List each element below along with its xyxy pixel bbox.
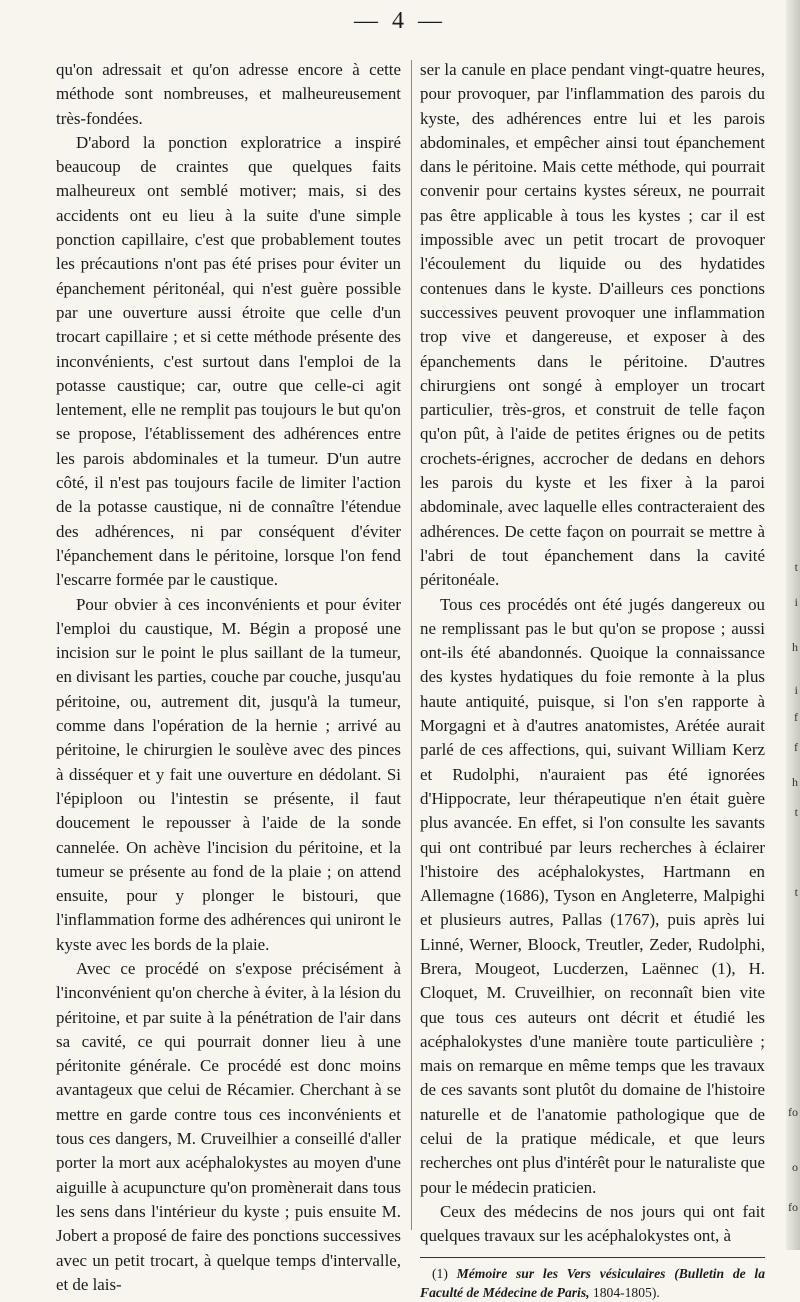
left-column [56,58,401,1297]
margin-fragment: t [794,560,798,574]
left-paragraph-4: Avec ce procédé on s'expose précisément à l'inconvénient qu'on cherche à éviter, à la lésion du péritoine, et par suite à la pénétration de l'air dans sa cavité, ce qui pourrait donner lieu à une péritonite générale. Ce procédé est donc moins avantageux que celui de Récamier. Cherchant à se mettre en garde contre tous ces inconvénients et tous ces dangers, M. Cruveilhier a conseillé d'aller porter la mort aux acéphalokystes au moyen d'une aiguille à acupuncture qu'on promènerait dans tous les sens dans l'intérieur du kyste ; puis ensuite M. Jobert a proposé de faire des ponctions successives avec un petit trocart, à quelque temps d'intervalle, et de lais- [56,958,401,1294]
margin-fragment: t [794,885,798,899]
margin-fragment: f [794,740,798,754]
margin-fragment: fo [788,1105,798,1119]
margin-fragment: h [792,775,798,789]
footnote-years: 1804-1805). [592,1284,660,1300]
margin-fragment: h [792,640,798,654]
margin-fragment: t [794,805,798,819]
left-paragraph-2: D'abord la ponction exploratrice a inspiré beaucoup de craintes que quelques faits malheureux ont semblé motiver; mais, si des accidents ont eu lieu à la suite d'une simple ponction capillaire, c'est que probablement toutes les précautions n'ont pas été prises pour éviter un épanchement péritonéal, qui n'est guère possible par une ouverture aussi étroite que celle d'un trocart capillaire ; et si cette méthode présente des inconvénients, c'est surtout dans l'emploi de la potasse caustique; car, outre que celle-ci agit lentement, elle ne remplit pas toujours le but qu'on se propose, l'établissement des adhérences entre les parois abdominales et la tumeur. D'un autre côté, il n'est pas toujours facile de limiter l'action de la potasse caustique, ni de connaître l'étendue des adhérences, ni par conséquent d'éviter l'épanchement dans le péritoine, lorsque l'on fend l'escarre formée par le caustique. [56,132,401,590]
right-paragraph-1: ser la canule en place pendant vingt-quatre heures, pour provoquer, par l'inflammation des parois du kyste, des adhérences entre lui et les parois abdominales, et empêcher ainsi tout épanchement dans le péritoine. Mais cette méthode, qui pourrait convenir pour certains kystes séreux, ne pourrait pas être applicable à tous les kystes ; car il est impossible avec un petit trocart de provoquer l'écoulement du liquide ou des hydatides contenues dans le kyste. D'ailleurs ces ponctions successives peuvent provoquer une inflammation trop vive et dangereuse, et exposer à des épanchements dans le péritoine. D'autres chirurgiens ont songé à employer un trocart particulier, très-gros, et construit de telle façon qu'on pût, à l'aide de petites érignes ou de petits crochets-érignes, accrocher de dedans en dehors les parois du kyste et les fixer à la paroi abdominale, avec laquelle elles contracteraient des adhérences. De cette façon on pourrait se mettre à l'abri de tout épanchement dans la cavité péritonéale. [420,60,765,590]
margin-fragment: o [792,1160,798,1174]
left-paragraph-3: Pour obvier à ces inconvénients et pour éviter l'emploi du caustique, M. Bégin a proposé une incision sur le point le plus saillant de la tumeur, en divisant les parties, couche par couche, jusqu'au péritoine, ou, autrement dit, jusqu'à la tumeur, comme dans l'opération de la hernie ; arrivé au péritoine, le chirurgien le soulève avec des pinces à disséquer et y fait une ouverture en dédolant. Si l'épiploon ou l'intestin se présente, il faut doucement le repousser à l'aide de la sonde cannelée. On achève l'incision du péritoine, et la tumeur se présente au fond de la plaie ; on attend ensuite, pour y plonger le bistouri, que l'inflammation forme des adhérences qui uniront le kyste avec les bords de la plaie. [56,594,401,954]
left-paragraph-1: qu'on adressait et qu'on adresse encore à cette méthode sont nombreuses, et malheureusement très-fondées. [56,60,401,128]
footnote-rule [420,1257,765,1258]
right-column [420,58,765,1302]
footnote-title: Mémoire sur les Vers vésiculaires [456,1265,666,1281]
footnote-journal: (Bulletin de la Faculté de Médecine de Paris, [420,1265,766,1300]
facing-page-fragments [786,0,800,1250]
right-paragraph-3: Ceux des médecins de nos jours qui ont fait quelques travaux sur les acéphalokystes ont, à [420,1201,765,1246]
footnote-marker: (1) [432,1265,448,1281]
column-divider [411,60,412,1230]
margin-fragment: i [794,683,798,697]
margin-fragment: i [794,595,798,609]
right-paragraph-2: Tous ces procédés ont été jugés dangereux ou ne remplissant pas le but qu'on se propose ; aussi ont-ils été abandonnés. Quoique la connaissance des kystes hydatiques du foie remonte à la plus haute antiquité, puisque, si l'on s'en rapporte à Morgagni et à d'autres anatomistes, Arétée aurait parlé de ces affections, qui, suivant William Kerz et Rudolphi, n'auraient pas été ignorées d'Hippocrate, leur thérapeutique n'en était guère plus avancée. En effet, si l'on consulte les savants qui ont contribué par leurs recherches à éclairer l'histoire des acéphalokystes, Hartmann en Allemagne (1686), Tyson en Angleterre, Malpighi et plusieurs autres, Pallas (1767), puis après lui Linné, Werner, Bloock, Treutler, Zeder, Rudolphi, Brera, Mougeot, Lucderzen, Laënnec (1), H. Cloquet, M. Cruveilhier, on reconnaît bien vite que tous ces auteurs ont décrit et étudié les acéphalokystes d'une manière toute particulière ; mais on remarque en même temps que les travaux de ces savants sont plutôt du domaine de l'histoire naturelle et de l'anatomie pathologique que de celui de la pratique médicale, et que leurs recherches ont plus d'intérêt pour le naturaliste que pour le médecin praticien. [420,594,765,1197]
margin-fragment: f [794,710,798,724]
page-number: — 4 — [354,8,446,34]
margin-fragment: fo [788,1200,798,1214]
footnote [420,1264,765,1302]
